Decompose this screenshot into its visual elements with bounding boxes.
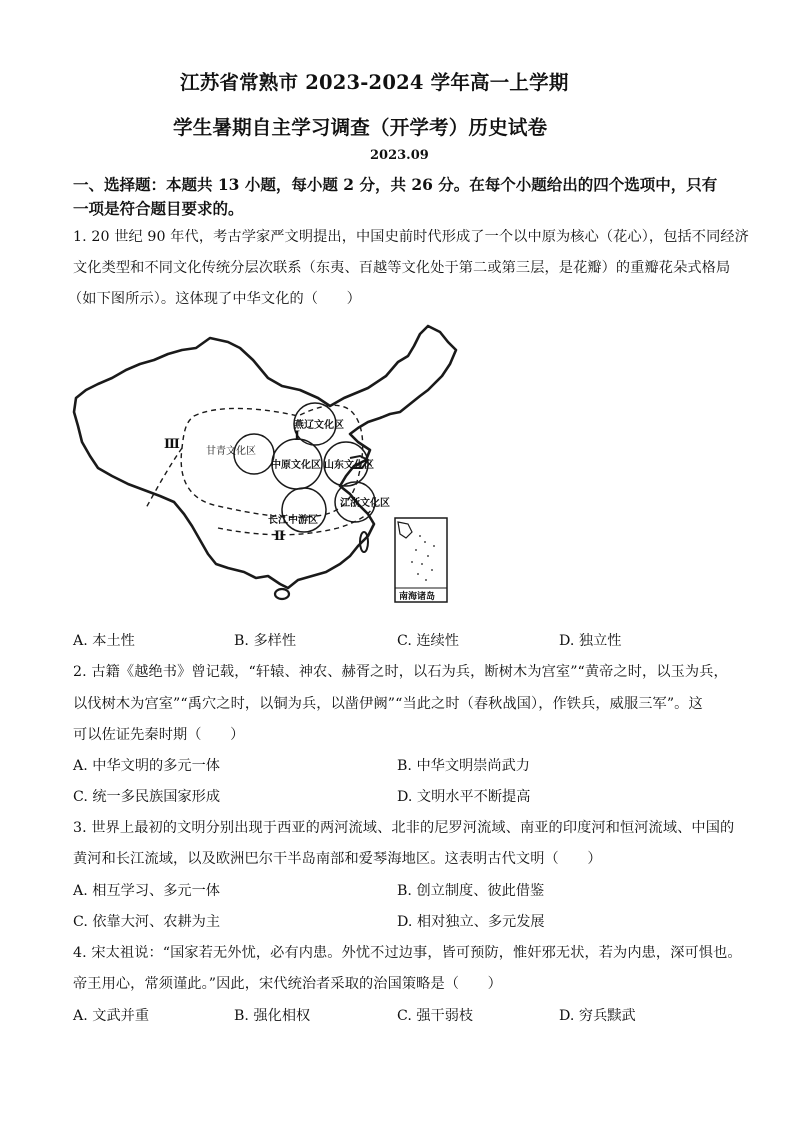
q3-text-line-1: 3. 世界上最初的文明分别出现于西亚的两河流域、北非的尼罗河流域、南亚的印度河和恒河流域、中国的 xyxy=(73,820,735,836)
q4-option-d: D. 穷兵黩武 xyxy=(559,1008,636,1024)
q3-text-line-2: 黄河和长江流域，以及欧洲巴尔干半岛南部和爱琴海地区。这表明古代文明（ ） xyxy=(73,851,602,867)
q2-option-b: B. 中华文明崇尚武力 xyxy=(397,758,530,774)
q2-text-line-3: 可以佐证先秦时期（ ） xyxy=(73,727,245,743)
label-inset: 南海诸岛 xyxy=(399,592,436,602)
label-ring-3: Ⅲ xyxy=(164,437,180,452)
label-ring-1: Ⅰ xyxy=(294,429,301,444)
q3-option-b: B. 创立制度、彼此借鉴 xyxy=(397,883,545,899)
q1-option-d: D. 独立性 xyxy=(559,633,622,649)
q1-text-line-2: 文化类型和不同文化传统分层次联系（东夷、百越等文化处于第二或第三层，是花瓣）的重瓣花朵式格局 xyxy=(73,260,731,276)
q1-option-b: B. 多样性 xyxy=(234,633,297,649)
q3-option-a: A. 相互学习、多元一体 xyxy=(73,883,220,899)
q4-text-line-1: 4. 宋太祖说：“国家若无外忧，必有内患。外忧不过边事，皆可预防，惟奸邪无状，若为内患，深可惧也。 xyxy=(73,945,742,961)
q3-option-d: D. 相对独立、多元发展 xyxy=(397,914,545,930)
q1-option-a: A. 本土性 xyxy=(73,633,135,649)
q2-option-a: A. 中华文明的多元一体 xyxy=(73,758,220,774)
q4-option-c: C. 强干弱枝 xyxy=(397,1008,474,1024)
china-culture-map xyxy=(68,318,458,608)
exam-date: 2023.09 xyxy=(370,148,429,163)
q1-text-line-1: 1. 20 世纪 90 年代，考古学家严文明提出，中国史前时代形成了一个以中原为核心（花心），包括不同经济 xyxy=(73,229,749,245)
label-ring-2: Ⅱ xyxy=(274,529,285,544)
label-jiangzhe: 江浙文化区 xyxy=(340,498,390,509)
section-heading-line-1: 一、选择题：本题共 13 小题，每小题 2 分，共 26 分。在每个小题给出的四个选项中，只有 xyxy=(73,175,718,194)
q4-option-b: B. 强化相权 xyxy=(234,1008,311,1024)
label-changjiang: 长江中游区 xyxy=(268,515,318,526)
section-heading-line-2: 一项是符合题目要求的。 xyxy=(73,199,244,218)
title-line-2: 学生暑期自主学习调查（开学考）历史试卷 xyxy=(173,116,548,139)
q1-option-c: C. 连续性 xyxy=(397,633,459,649)
q2-text-line-2: 以伐树木为宫室”“禹穴之时，以铜为兵，以凿伊阙”“当此之时（春秋战国），作铁兵，威服三军”。这 xyxy=(73,696,703,712)
title-line-1: 江苏省常熟市 2023-2024 学年高一上学期 xyxy=(180,71,569,94)
q1-text-line-3: （如下图所示）。这体现了中华文化的（ ） xyxy=(68,291,361,307)
q4-option-a: A. 文武并重 xyxy=(73,1008,150,1024)
label-ganqing: 甘青文化区 xyxy=(206,446,256,457)
q4-text-line-2: 帝王用心，常须谨此。”因此，宋代统治者采取的治国策略是（ ） xyxy=(73,976,502,992)
hainan-island xyxy=(275,589,289,599)
q2-option-d: D. 文明水平不断提高 xyxy=(397,789,531,805)
label-zhongyuan: 中原文化区 xyxy=(271,460,321,471)
label-shandong: 山东文化区 xyxy=(324,460,374,471)
label-yanliao: 燕辽文化区 xyxy=(294,420,344,431)
q2-option-c: C. 统一多民族国家形成 xyxy=(73,789,221,805)
q2-text-line-1: 2. 古籍《越绝书》曾记载，“轩辕、神农、赫胥之时，以石为兵，断树木为宫室”“黄帝之时，以玉为兵， xyxy=(73,664,728,680)
inset-frame xyxy=(395,518,447,602)
q3-option-c: C. 依靠大河、农耕为主 xyxy=(73,914,221,930)
